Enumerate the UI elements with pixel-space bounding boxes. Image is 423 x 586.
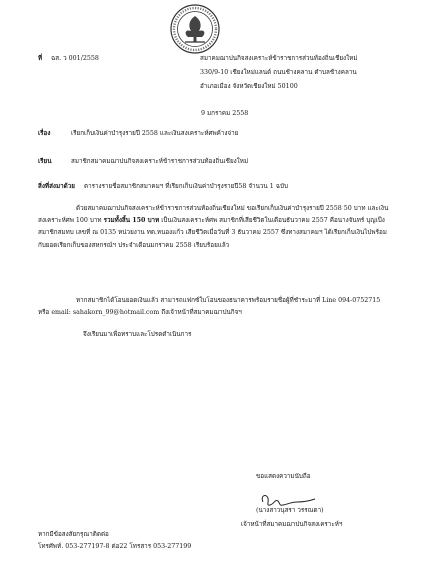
signer-name: (นางสาวนุสรา วรรณดา) — [256, 507, 324, 514]
body-paragraph — [38, 203, 393, 252]
enclosure: ตารางรายชื่อสมาชิกสมาคมฯ ที่เรียกเก็บเงินค่าบำรุงรายปี58 จำนวน 1 ฉบับ — [84, 183, 289, 190]
sender-name: สมาคมฌาปนกิจสงเคราะห์ข้าราชการส่วนท้องถิ่นเชียงใหม่ — [200, 55, 358, 62]
contact-phone: โทรศัพท์. 053-277197-8 ต่อ22 โทรสาร 053-277199 — [38, 543, 192, 550]
recipient: สมาชิกสมาคมฌาปนกิจสงเคราะห์ข้าราชการส่วนท้องถิ่นเชียงใหม่ — [71, 158, 249, 165]
total-amount: รวมทั้งสิ้น 150 บาท — [103, 217, 160, 225]
contact-title: หากมีข้อสงสัยกรุณาติดต่อ — [38, 531, 109, 538]
doc-number-label: ที่ — [38, 55, 43, 62]
closing: ขอแสดงความนับถือ — [256, 473, 311, 480]
enclosure-label: สิ่งที่ส่งมาด้วย — [38, 183, 75, 190]
association-seal — [170, 4, 220, 54]
sender-address: อำเภอเมือง จังหวัดเชียงใหม่ 50100 — [200, 83, 298, 90]
body-text: เป็นเงินสงเคราะห์ศพ สมาชิกที่เสียชีวิตในเดือนธันวาคม 2557 คือนางจันทร์ บุญเป็ง สมาชิกสมทบ เลขที่ ณ 0135 หน่วยงาน ทต.หนองแก้ว เสียชีวิตเมื่อวันที่ 3 ธันวาคม 2557 ซึ่งทางสมาคมฯ ได้เรียกเก็บเงินไปพร้อมกับยอดเรียกเก็บของสหกรณ์ฯ ประจำเดือนมกราคม 2558 เรียบร้อยแล้ว — [38, 217, 387, 249]
doc-number: ฉส. ว 001/2558 — [51, 55, 99, 62]
payment-paragraph: หากสมาชิกได้โอนยอดเงินแล้ว สามารถแฟกซ์ใบโอนของธนาคารพร้อมรายชื่อผู้ที่ชำระมาที่ Line 094-0752715 หรือ email: sahakorn_99@hotmail.com ถึงเจ้าหน้าที่สมาคมฌาปนกิจฯ — [38, 297, 381, 317]
subject: เรียกเก็บเงินค่าบำรุงรายปี 2558 และเงินสงเคราะห์ศพค้างจ่าย — [71, 130, 239, 137]
recipient-label: เรียน — [38, 158, 52, 165]
subject-label: เรื่อง — [38, 130, 51, 137]
body-text: ด้วยสมาคมฌาปนกิจสงเคราะห์ข้าราชการส่วนท้องถิ่นเชียงใหม่ ขอเรียกเก็บเงินค่าบำรุงรายปี 2558 50 บาท และเงินสงเคราะห์ศพ 100 บาท — [38, 205, 389, 225]
letter-date: 9 มกราคม 2558 — [201, 110, 249, 117]
signer-title: เจ้าหน้าที่สมาคมฌาปนกิจสงเคราะห์ฯ — [241, 521, 343, 528]
closing-request: จึงเรียนมาเพื่อทราบและโปรดดำเนินการ — [83, 331, 192, 338]
sender-address: 330/9-10 เชียงใหม่แลนด์ ถนนช้างคลาน ตำบลช้างคลาน — [200, 69, 357, 76]
